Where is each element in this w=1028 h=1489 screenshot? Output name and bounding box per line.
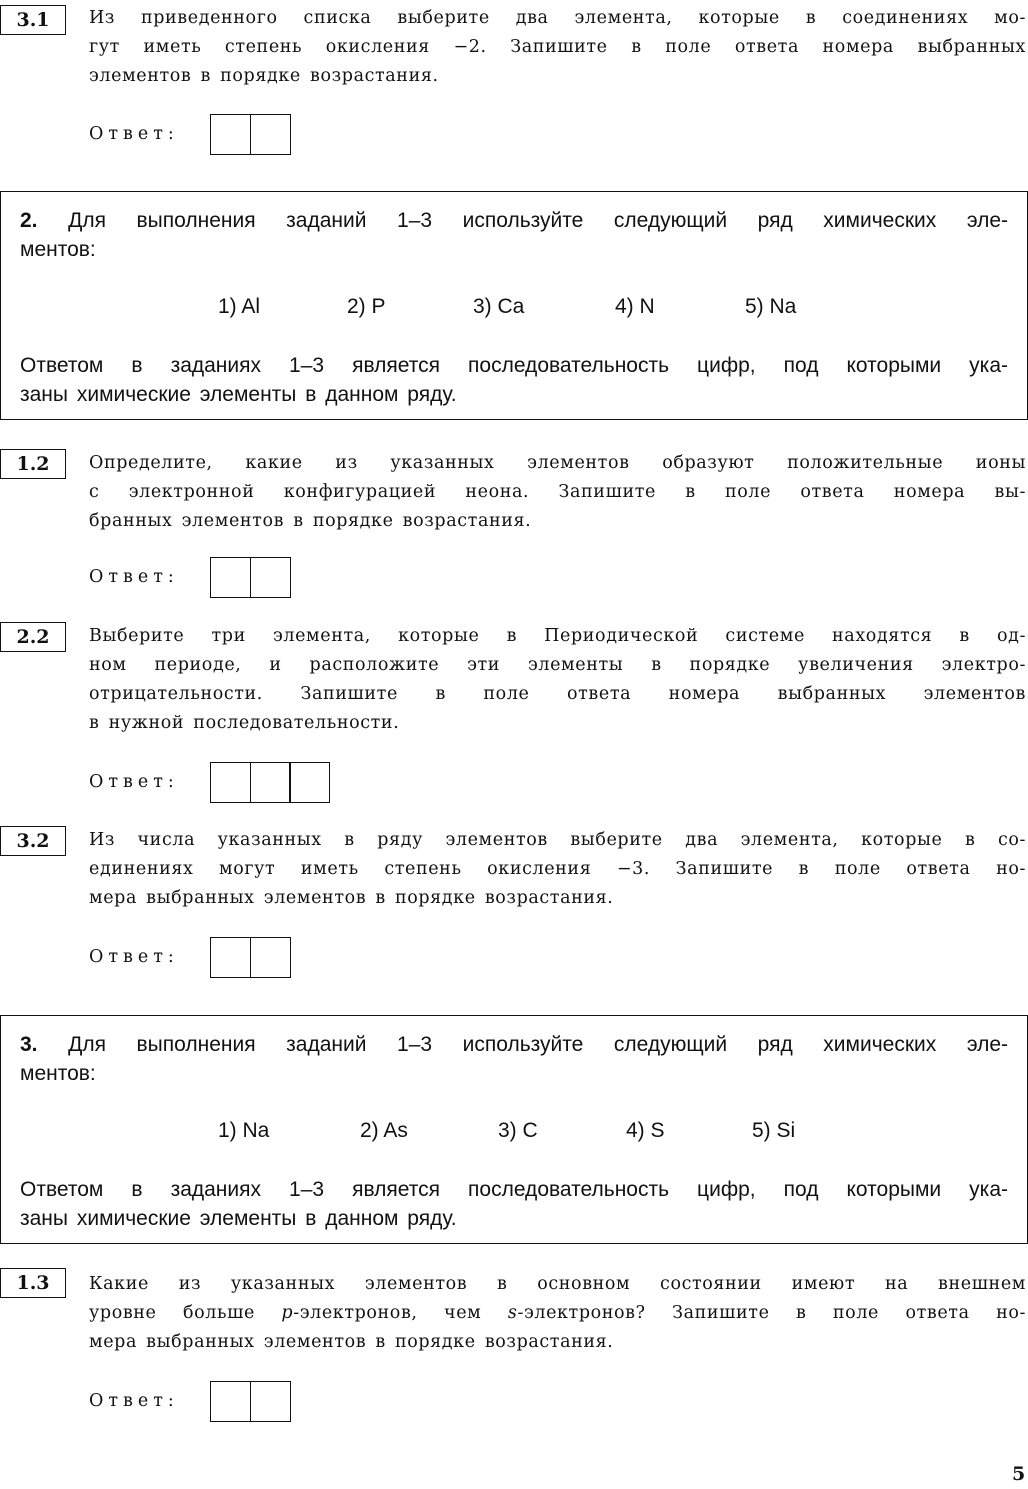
question-text-line: Определите, какие из указанных элементов образуют положительные ионы (89, 453, 1026, 473)
info-outro-line: заны химические элементы в данном ряду. (20, 1207, 457, 1230)
element-option: 5) Si (752, 1119, 796, 1142)
answer-cell[interactable] (250, 762, 291, 803)
question-text-line (89, 1299, 1026, 1328)
question-text-line: элементов в порядке возрастания. (89, 66, 439, 86)
task-number-label: 3.2 (0, 826, 66, 856)
task-number-label: 3.1 (0, 5, 66, 35)
answer-cell[interactable] (210, 762, 251, 803)
italic-symbol: s (507, 1303, 518, 1323)
text-segment: -электронов? Запишите в поле ответа но- (517, 1303, 1026, 1323)
element-option: 2) P (347, 295, 386, 318)
answer-cell[interactable] (210, 1381, 251, 1422)
info-intro-line (20, 1030, 1008, 1059)
answer-label: Ответ: (89, 124, 179, 144)
task-number-label: 2.2 (0, 622, 66, 652)
info-box-number: 3. (20, 1033, 38, 1056)
italic-symbol: p (281, 1303, 294, 1323)
element-option: 4) N (615, 295, 655, 318)
text-segment: -электронов, чем (293, 1303, 508, 1323)
answer-field[interactable] (210, 557, 291, 598)
answer-field[interactable] (210, 762, 330, 803)
info-outro-line: заны химические элементы в данном ряду. (20, 383, 457, 406)
question-text-line: Из числа указанных в ряду элементов выберите два элемента, которые в со- (89, 830, 1026, 850)
info-outro-line: Ответом в заданиях 1–3 является последовательность цифр, под которыми ука- (20, 1178, 1008, 1201)
answer-label: Ответ: (89, 772, 179, 792)
answer-cell[interactable] (250, 557, 291, 598)
answer-cell[interactable] (289, 762, 330, 803)
task-number-label: 1.3 (0, 1268, 66, 1298)
answer-field[interactable] (210, 937, 291, 978)
info-outro-line: Ответом в заданиях 1–3 является последовательность цифр, под которыми ука- (20, 354, 1008, 377)
page-number: 5 (1012, 1463, 1026, 1485)
question-text-line: мера выбранных элементов в порядке возрастания. (89, 1332, 614, 1352)
answer-label: Ответ: (89, 567, 179, 587)
element-option: 4) S (626, 1119, 665, 1142)
answer-cell[interactable] (250, 114, 291, 155)
question-text-line: единениях могут иметь степень окисления −3. Запишите в поле ответа но- (89, 859, 1026, 879)
info-intro-line: ментов: (20, 238, 96, 261)
element-option: 3) Ca (473, 295, 525, 318)
question-text-line: в нужной последовательности. (89, 713, 400, 733)
question-text-line: Выберите три элемента, которые в Периодической системе находятся в од- (89, 626, 1026, 646)
answer-cell[interactable] (250, 937, 291, 978)
question-text-line: Из приведенного списка выберите два элемента, которые в соединениях мо- (89, 8, 1026, 28)
question-text-line: Какие из указанных элементов в основном состоянии имеют на внешнем (89, 1274, 1026, 1294)
element-option: 1) Al (218, 295, 261, 318)
question-text-line: отрицательности. Запишите в поле ответа номера выбранных элементов (89, 684, 1026, 704)
element-option: 1) Na (218, 1119, 270, 1142)
question-text-line: с электронной конфигурацией неона. Запишите в поле ответа номера вы- (89, 482, 1026, 502)
task-number-label: 1.2 (0, 449, 66, 479)
info-intro-line: ментов: (20, 1062, 96, 1085)
answer-cell[interactable] (210, 114, 251, 155)
info-intro-line (20, 206, 1008, 235)
answer-cell[interactable] (210, 557, 251, 598)
info-box-number: 2. (20, 209, 38, 232)
question-text-line: бранных элементов в порядке возрастания. (89, 511, 532, 531)
element-option: 2) As (360, 1119, 408, 1142)
answer-field[interactable] (210, 1381, 291, 1422)
answer-label: Ответ: (89, 1391, 179, 1411)
info-intro-text: Для выполнения заданий 1–3 используйте следующий ряд химических эле- (68, 1033, 1008, 1056)
question-text-line: ном периоде, и расположите эти элементы в порядке увеличения электро- (89, 655, 1026, 675)
answer-cell[interactable] (210, 937, 251, 978)
element-option: 5) Na (745, 295, 797, 318)
answer-label: Ответ: (89, 947, 179, 967)
question-text-line: мера выбранных элементов в порядке возрастания. (89, 888, 614, 908)
info-intro-text: Для выполнения заданий 1–3 используйте следующий ряд химических эле- (68, 209, 1008, 232)
answer-field[interactable] (210, 114, 291, 155)
text-segment: уровне больше (89, 1303, 282, 1323)
element-option: 3) C (498, 1119, 538, 1142)
question-text-line: гут иметь степень окисления −2. Запишите в поле ответа номера выбранных (89, 37, 1026, 57)
answer-cell[interactable] (250, 1381, 291, 1422)
